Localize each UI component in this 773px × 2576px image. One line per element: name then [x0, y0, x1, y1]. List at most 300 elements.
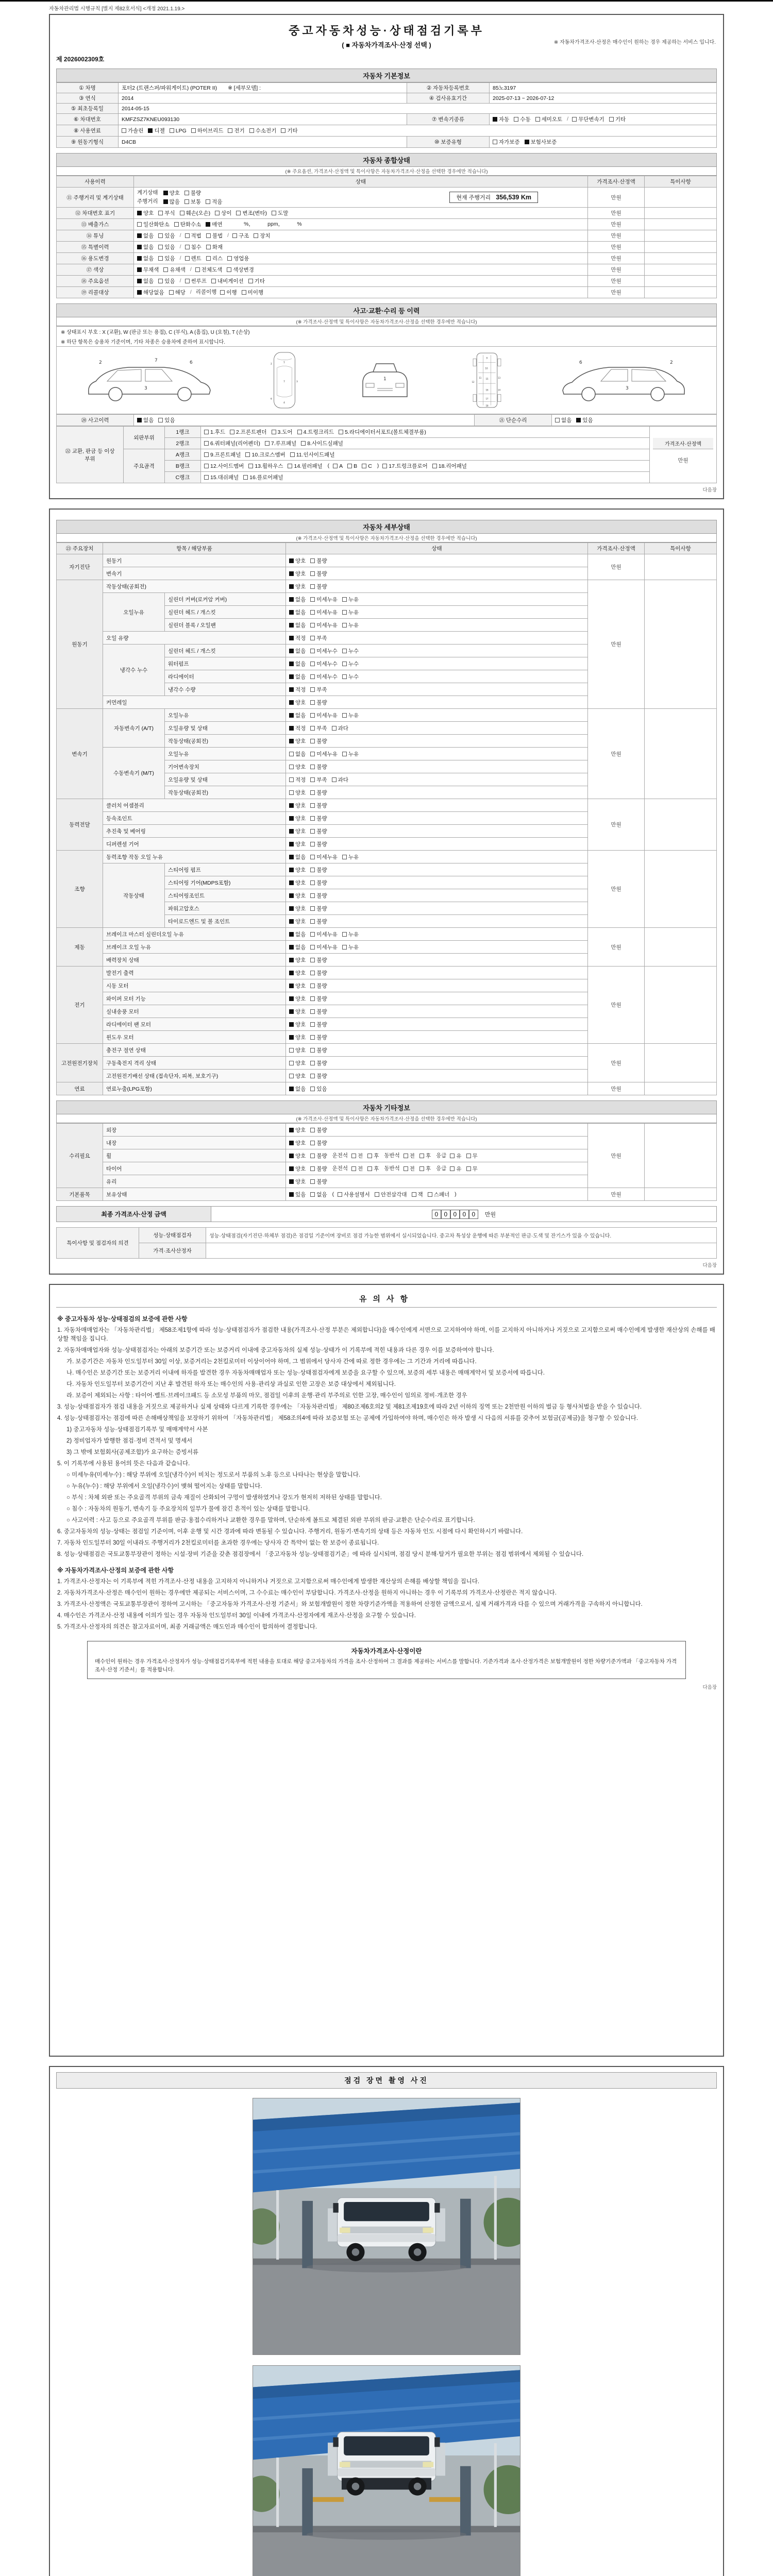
item-label: 구동축전지 격리 상태	[103, 1057, 286, 1070]
checkbox-label: 전	[358, 1165, 363, 1172]
comp-row	[57, 242, 717, 253]
checkbox-label: 해당	[175, 290, 186, 296]
checkbox-label: 렌트	[191, 256, 201, 262]
checkbox-option	[289, 711, 306, 719]
checkbox-box	[289, 803, 294, 808]
checkbox-option	[137, 232, 154, 240]
checkbox-box	[525, 140, 529, 144]
checkbox-label: 영업용	[233, 256, 249, 262]
checkbox-label: 유	[456, 1165, 462, 1172]
item-label: 브레이크 마스터 실린더오일 누유	[103, 928, 286, 941]
checkbox-option	[289, 699, 306, 706]
status-cell	[286, 979, 588, 992]
checkbox-label: 누유	[348, 931, 359, 938]
checkbox-box	[158, 418, 163, 422]
item-label: 충전구 절연 상태	[103, 1044, 286, 1057]
checkbox-option	[310, 1165, 327, 1173]
option-text: 운전석	[332, 1165, 348, 1172]
checkbox-box	[163, 267, 168, 272]
checkbox-option	[137, 277, 154, 285]
document-title: 중고자동차성능·상태점검기록부	[289, 24, 484, 37]
checkbox-option	[310, 789, 327, 796]
checkbox-option	[290, 451, 335, 459]
status-cell	[134, 264, 588, 276]
svg-text:3: 3	[626, 386, 629, 391]
checkbox-option	[310, 1126, 327, 1134]
option-text: (	[332, 1191, 334, 1197]
checkbox-option	[289, 608, 306, 616]
checkbox-label: 2.프론트펜더	[236, 429, 267, 435]
checkbox-option	[289, 1178, 306, 1185]
item-label: 고전원전기배선 상태 (접속단자, 피복, 보호기구)	[103, 1070, 286, 1082]
checkbox-label: B	[354, 463, 358, 469]
checkbox-box	[137, 290, 142, 295]
checkbox-box	[211, 279, 216, 283]
sheet-photos	[49, 2066, 724, 2576]
checkbox-label: 부족	[316, 725, 327, 732]
checkbox-option	[289, 969, 306, 977]
basic-row	[57, 137, 717, 148]
checkbox-box	[310, 636, 315, 640]
checkbox-label: 양호	[295, 1021, 306, 1028]
checkbox-label: 1.후드	[210, 429, 226, 435]
checkbox-option	[342, 853, 359, 861]
checkbox-label: 없음	[561, 417, 572, 423]
checkbox-option	[310, 840, 327, 848]
status-cell	[134, 208, 588, 219]
checkbox-label: 5.라디에이터서포트(볼트체결부품)	[345, 429, 426, 435]
checkbox-box	[310, 700, 315, 705]
usage-label: ⑪ 주행거리 및 계기상태	[57, 188, 134, 208]
checkbox-label: 불량	[316, 764, 327, 770]
checkbox-box	[289, 996, 294, 1001]
checkbox-box	[412, 1192, 416, 1197]
panel-items	[201, 438, 650, 449]
exchange-label: ㉒ 교환, 판금 등 이상 부위	[57, 427, 124, 483]
sheet-basic	[49, 14, 724, 499]
checkbox-label: 불량	[316, 1073, 327, 1079]
checkbox-box	[158, 233, 163, 238]
checkbox-option	[289, 634, 306, 642]
checkbox-option	[289, 995, 306, 1003]
checkbox-box	[289, 880, 294, 885]
checkbox-option	[289, 763, 306, 771]
form-regulation-ref: 자동차관리법 시행규칙 [별지 제82호서식] <개정 2021.1.19.>	[49, 6, 185, 12]
checkbox-option	[163, 198, 180, 206]
checkbox-box	[310, 1141, 315, 1145]
checkbox-option	[148, 127, 164, 134]
checkbox-label: 누유	[348, 596, 359, 603]
checkbox-label: 없음	[295, 622, 306, 629]
notice-item: ○ 침수 : 자동차의 원동기, 변속기 등 주요장치의 일부가 물에 잠긴 흔적이 있는 상태를 말합니다.	[66, 1506, 310, 1512]
device-label: 동력전달	[57, 799, 103, 851]
checkbox-box	[248, 464, 253, 468]
checkbox-box	[493, 140, 497, 144]
checkbox-label: 불량	[316, 970, 327, 976]
device-row	[57, 1188, 717, 1201]
checkbox-box	[289, 1074, 294, 1078]
checkbox-option	[289, 647, 306, 655]
checkbox-box	[169, 290, 174, 295]
checkbox-option	[206, 198, 222, 206]
option-divider: /	[179, 278, 181, 284]
checkbox-box	[310, 713, 315, 718]
checkbox-box	[310, 1035, 315, 1040]
checkbox-box	[493, 117, 497, 122]
svg-text:7: 7	[283, 381, 285, 384]
panel-items	[201, 461, 650, 472]
accident-history-status	[134, 415, 475, 426]
price-cell: 만원	[588, 709, 645, 799]
checkbox-option	[535, 115, 563, 123]
checkbox-label: 양호	[143, 210, 154, 216]
device-label: 전기	[57, 967, 103, 1044]
checkbox-box	[310, 752, 315, 756]
status-cell	[286, 967, 588, 979]
option-text: (	[327, 463, 330, 469]
remark-cell	[645, 1044, 717, 1082]
checkbox-option	[248, 277, 265, 285]
checkbox-option	[310, 892, 327, 900]
checkbox-label: 있음	[164, 233, 175, 239]
svg-text:6: 6	[579, 360, 582, 365]
checkbox-label: 불량	[316, 738, 327, 744]
checkbox-label: 양호	[295, 815, 306, 822]
checkbox-label: 불량	[316, 1140, 327, 1146]
checkbox-label: 누유	[348, 712, 359, 719]
checkbox-option	[204, 439, 260, 447]
checkbox-box	[195, 267, 200, 272]
item-label: 실내송풍 모터	[103, 1005, 286, 1018]
odometer-box	[449, 192, 538, 203]
checkbox-option	[310, 557, 327, 565]
checkbox-option	[289, 570, 306, 578]
price-definition-body: 매수인이 원하는 경우 가격조사·산정자가 성능·상태점검기록부에 적힌 내용을 토대로 해당 중고자동차의 가격을 조사·산정하여 그 결과를 제공하는 서비스를 말합니다. 기준가격과 조사·산정가격은 보험개발원이 정한 차량기준가액과 「중고자동차 가격조사·산정 기준서」를 적용합니다.	[95, 1658, 677, 1673]
checkbox-box	[342, 623, 347, 628]
checkbox-label: 후	[425, 1153, 431, 1159]
checkbox-box	[163, 191, 168, 195]
notice-item: 라. 보증이 제외되는 사항 : 타이어·벨트·브레이크패드 등 소모성 부품의 마모, 점검일 이후의 운행·관리 부주의로 인한 고장, 매수인이 임의로 정비·개조한 경우	[66, 1393, 467, 1399]
status-cell	[286, 825, 588, 838]
status-cell	[286, 735, 588, 748]
checkbox-box	[249, 128, 254, 133]
status-cell	[286, 696, 588, 709]
checkbox-option	[310, 1046, 327, 1054]
device-label: 조향	[57, 851, 103, 928]
checkbox-box	[206, 256, 211, 261]
checkbox-label: 미세누유	[316, 854, 338, 860]
price-cell: 만원	[588, 967, 645, 1044]
checkbox-box	[289, 855, 294, 859]
svg-text:2: 2	[670, 360, 673, 365]
notice-item: 1. 가격조사·산정자는 이 기록부에 적힌 가격조사·산정 내용을 고지하지 아니하거나 거짓으로 고지함으로써 매수인에게 발생한 재산상의 손해를 배상할 책임을 집니다.	[57, 1579, 480, 1585]
item-label: 발전기 출력	[103, 967, 286, 979]
status-cell	[286, 863, 588, 876]
checkbox-box	[450, 1154, 455, 1158]
checkbox-option	[289, 789, 306, 796]
checkbox-box	[206, 245, 211, 249]
checkbox-label: 없음	[295, 712, 306, 719]
checkbox-label: 전	[409, 1153, 415, 1159]
price-cell: 만원	[588, 188, 645, 208]
checkbox-option	[332, 724, 348, 732]
section-accident-note: (※ 가격조사·산정액 및 특이사항은 자동차가격조사·산정을 선택한 경우에만 적습니다)	[56, 317, 717, 326]
price-cell: 만원	[588, 1044, 645, 1082]
checkbox-option	[137, 416, 154, 424]
device-row	[57, 851, 717, 863]
checkbox-option	[184, 189, 201, 197]
status-prefix: 계기상태	[137, 190, 158, 196]
checkbox-label: 불량	[316, 957, 327, 963]
remark-cell	[645, 1188, 717, 1201]
checkbox-box	[310, 855, 315, 859]
checkbox-label: 불량	[316, 1021, 327, 1028]
usage-label: ⑫ 차대번호 표기	[57, 208, 134, 219]
checkbox-option	[382, 462, 427, 470]
checkbox-label: 있음	[582, 417, 593, 423]
item-label: 원동기	[103, 554, 286, 567]
checkbox-option	[232, 232, 249, 240]
status-cell	[286, 657, 588, 670]
checkbox-option	[220, 289, 237, 296]
opinion-who: 가격·조사산정자	[139, 1243, 206, 1259]
status-cell	[286, 786, 588, 799]
checkbox-option	[206, 221, 222, 228]
svg-text:11: 11	[479, 376, 482, 379]
checkbox-option	[310, 724, 327, 732]
opinion-row	[57, 1228, 717, 1243]
checkbox-label: 탄화수소	[180, 222, 201, 228]
checkbox-box	[310, 623, 315, 628]
field-value: 포터2 (트랜스퍼/파워게이트) (POTER II) ※ [세부모델] :	[119, 83, 407, 93]
item-label: 기어변속장치	[165, 760, 286, 773]
device-row	[57, 928, 717, 941]
checkbox-box	[204, 430, 209, 434]
checkbox-label: 불량	[316, 583, 327, 590]
checkbox-option	[137, 221, 170, 228]
field-value	[490, 137, 717, 148]
checkbox-box	[535, 117, 540, 122]
photo-area	[56, 2089, 717, 2576]
accident-legend: ※ 상태표시 부호 : X (교환), W (판금 또는 용접), C (부식), A (흠집), U (요철), T (손상)	[56, 326, 717, 336]
checkbox-box	[342, 945, 347, 950]
checkbox-label: 양호	[295, 557, 306, 564]
checkbox-box	[289, 687, 294, 692]
detail-header-row	[57, 543, 717, 554]
checkbox-box	[289, 700, 294, 705]
checkbox-box	[310, 1179, 315, 1184]
status-cell	[286, 554, 588, 567]
checkbox-label: 불량	[316, 802, 327, 809]
checkbox-option	[245, 451, 285, 459]
status-cell	[286, 1070, 588, 1082]
price-cell: 만원	[588, 230, 645, 242]
notice-item: 8. 성능·상태점검은 국토교통부장관이 정하는 시설·장비 기준을 갖춘 점검장에서 「중고자동차 성능·상태점검기준」에 따라 실시되며, 점검 당시 분해·탈거가 필요한 부위는 점검 범위에서 제외될 수 있습니다.	[57, 1551, 584, 1557]
checkbox-option	[206, 255, 223, 262]
checkbox-box	[432, 464, 437, 468]
checkbox-label: 부식	[164, 210, 175, 216]
svg-text:2: 2	[99, 360, 102, 365]
checkbox-label: 썬루프	[191, 278, 207, 284]
checkbox-box	[248, 279, 253, 283]
checkbox-box	[382, 464, 387, 468]
status-cell	[286, 1044, 588, 1057]
status-cell	[286, 812, 588, 825]
checkbox-option	[342, 596, 359, 603]
usage-label: ⑬ 배출가스	[57, 219, 134, 230]
checkbox-option	[310, 802, 327, 809]
checkbox-label: 무	[472, 1165, 478, 1172]
svg-text:3: 3	[296, 381, 298, 384]
checkbox-box	[310, 906, 315, 911]
simple-repair-status	[552, 415, 717, 426]
item-label: 라디에이터 팬 모터	[103, 1018, 286, 1031]
checkbox-option	[289, 776, 306, 784]
remark-cell	[645, 1082, 717, 1095]
checkbox-box	[289, 1048, 294, 1053]
checkbox-label: 없음	[143, 256, 154, 262]
checkbox-option	[342, 647, 359, 655]
device-row	[57, 1124, 717, 1137]
checkbox-box	[514, 117, 518, 122]
checkbox-option	[310, 930, 338, 938]
checkbox-box	[310, 893, 315, 898]
price-digit: 0	[460, 1210, 469, 1219]
price-cell: 만원	[588, 264, 645, 276]
svg-text:14: 14	[497, 388, 501, 392]
checkbox-box	[289, 1154, 294, 1158]
checkbox-label: 미세누유	[316, 751, 338, 757]
checkbox-label: 상이	[221, 210, 232, 216]
checkbox-label: 없음	[295, 1086, 306, 1092]
checkbox-box	[289, 1009, 294, 1014]
checkbox-option	[342, 621, 359, 629]
checkbox-label: 불량	[316, 815, 327, 822]
notice-item: 1) 중고자동차 성능·상태점검기록부 및 매매계약서 사본	[66, 1427, 208, 1433]
item-label: 커먼레일	[103, 696, 286, 709]
checkbox-option	[281, 127, 297, 134]
checkbox-option	[466, 1165, 478, 1173]
checkbox-option	[342, 673, 359, 681]
price-cell: 만원	[588, 219, 645, 230]
checkbox-option	[227, 266, 254, 274]
checkbox-box	[310, 777, 315, 782]
opinion-text	[206, 1243, 717, 1259]
checkbox-box	[310, 958, 315, 962]
checkbox-box	[185, 245, 190, 249]
checkbox-label: 없음	[143, 233, 154, 239]
checkbox-option	[289, 943, 306, 951]
checkbox-option	[576, 416, 593, 424]
notice-item: ○ 누유(누수) : 해당 부위에서 오일(냉각수)이 맺혀 떨어지는 상태를 말합니다.	[66, 1483, 262, 1489]
price-unit: 만원	[484, 1211, 496, 1218]
checkbox-label: 미세누유	[316, 622, 338, 629]
comp-row	[57, 276, 717, 287]
checkbox-option	[289, 892, 306, 900]
remark-cell	[645, 276, 717, 287]
checkbox-label: 누유	[348, 751, 359, 757]
svg-text:9: 9	[486, 357, 488, 360]
checkbox-label: 3.도어	[277, 429, 293, 435]
status-cell	[286, 748, 588, 760]
checkbox-label: 하이브리드	[197, 128, 224, 134]
checkbox-option	[432, 462, 467, 470]
checkbox-label: 자가보증	[499, 139, 520, 145]
checkbox-label: 없음	[143, 417, 154, 423]
panel-items	[201, 449, 650, 461]
checkbox-box	[375, 1192, 379, 1197]
svg-text:1: 1	[283, 361, 285, 364]
checkbox-option	[180, 209, 211, 217]
checkbox-option	[525, 138, 557, 146]
checkbox-box	[137, 256, 142, 261]
subgroup-label: 수동변속기 (M/T)	[103, 748, 165, 799]
checkbox-option	[289, 1008, 306, 1015]
checkbox-label: 4.트렁크리드	[303, 429, 334, 435]
checkbox-label: LPG	[175, 127, 187, 134]
checkbox-option	[185, 277, 207, 285]
checkbox-label: 후	[425, 1165, 431, 1172]
checkbox-option	[310, 699, 327, 706]
car-side-view-right	[561, 351, 690, 410]
checkbox-box	[333, 464, 338, 468]
subgroup-label: 오일누유	[103, 593, 165, 632]
item-label: 타이로드엔드 및 볼 조인트	[165, 915, 286, 928]
checkbox-label: 15.대쉬패널	[210, 474, 239, 481]
checkbox-box	[332, 777, 337, 782]
checkbox-label: 유채색	[170, 267, 186, 273]
checkbox-box	[342, 662, 347, 666]
notice-item: 3. 성능·상태점검자가 점검 내용을 거짓으로 제공하거나 실제 상태와 다르게 기록한 경우에는 「자동차관리법」 제80조제6호의2 및 제81조제19호에 따라 2년 이하의 징역 또는 2천만원 이하의 벌금 등 형사처벌을 받을 수 있습니다.	[57, 1404, 642, 1410]
checkbox-label: 있음	[295, 1191, 306, 1198]
basic-row	[57, 104, 717, 114]
item-label: 디퍼렌셜 기어	[103, 838, 286, 851]
remark-cell	[645, 230, 717, 242]
accident-history-label: ⑳ 사고이력	[57, 415, 134, 426]
checkbox-option	[412, 1191, 423, 1198]
item-label: 브레이크 오일 누유	[103, 941, 286, 954]
checkbox-box	[289, 945, 294, 950]
checkbox-label: 리스	[212, 256, 223, 262]
etc-info-table	[56, 1123, 717, 1201]
status-cell	[286, 1124, 588, 1137]
price-cell: 만원	[588, 928, 645, 967]
checkbox-box	[204, 464, 209, 468]
checkbox-option	[310, 1059, 327, 1067]
remark-cell	[645, 188, 717, 208]
checkbox-box	[342, 674, 347, 679]
checkbox-box	[555, 418, 560, 422]
price-digit: 0	[469, 1210, 478, 1219]
checkbox-option	[310, 1152, 327, 1160]
checkbox-label: 없음	[295, 596, 306, 603]
checkbox-option	[493, 138, 520, 146]
checkbox-label: 8.사이드실패널	[307, 440, 343, 447]
notice-item: 4. 성능·상태점검자는 점검에 따른 손해배상책임을 보장하기 위하여 「자동차관리법」 제58조의4에 따라 보증보험 또는 공제에 가입하여야 하며, 매수인은 하자 발생 시 다음의 서류를 갖추어 보험금(공제금)을 청구할 수 있습니다.	[57, 1415, 638, 1421]
checkbox-label: 적음	[212, 199, 223, 205]
field-label: ⑥ 차대번호	[57, 114, 119, 125]
checkbox-option	[195, 266, 223, 274]
status-cell	[134, 188, 588, 208]
checkbox-option	[310, 1021, 327, 1028]
notice-item: ○ 부식 : 차체 외판 또는 주요골격 부위의 금속 재질이 산화되어 구멍이 발생하였거나 강도가 현저히 저하된 상태를 말합니다.	[66, 1495, 382, 1501]
checkbox-box	[310, 1022, 315, 1027]
checkbox-option	[310, 660, 338, 668]
checkbox-label: 도말	[278, 210, 289, 216]
option-text: 동반석	[384, 1165, 400, 1172]
checkbox-box	[230, 430, 234, 434]
checkbox-label: 없음	[295, 609, 306, 616]
